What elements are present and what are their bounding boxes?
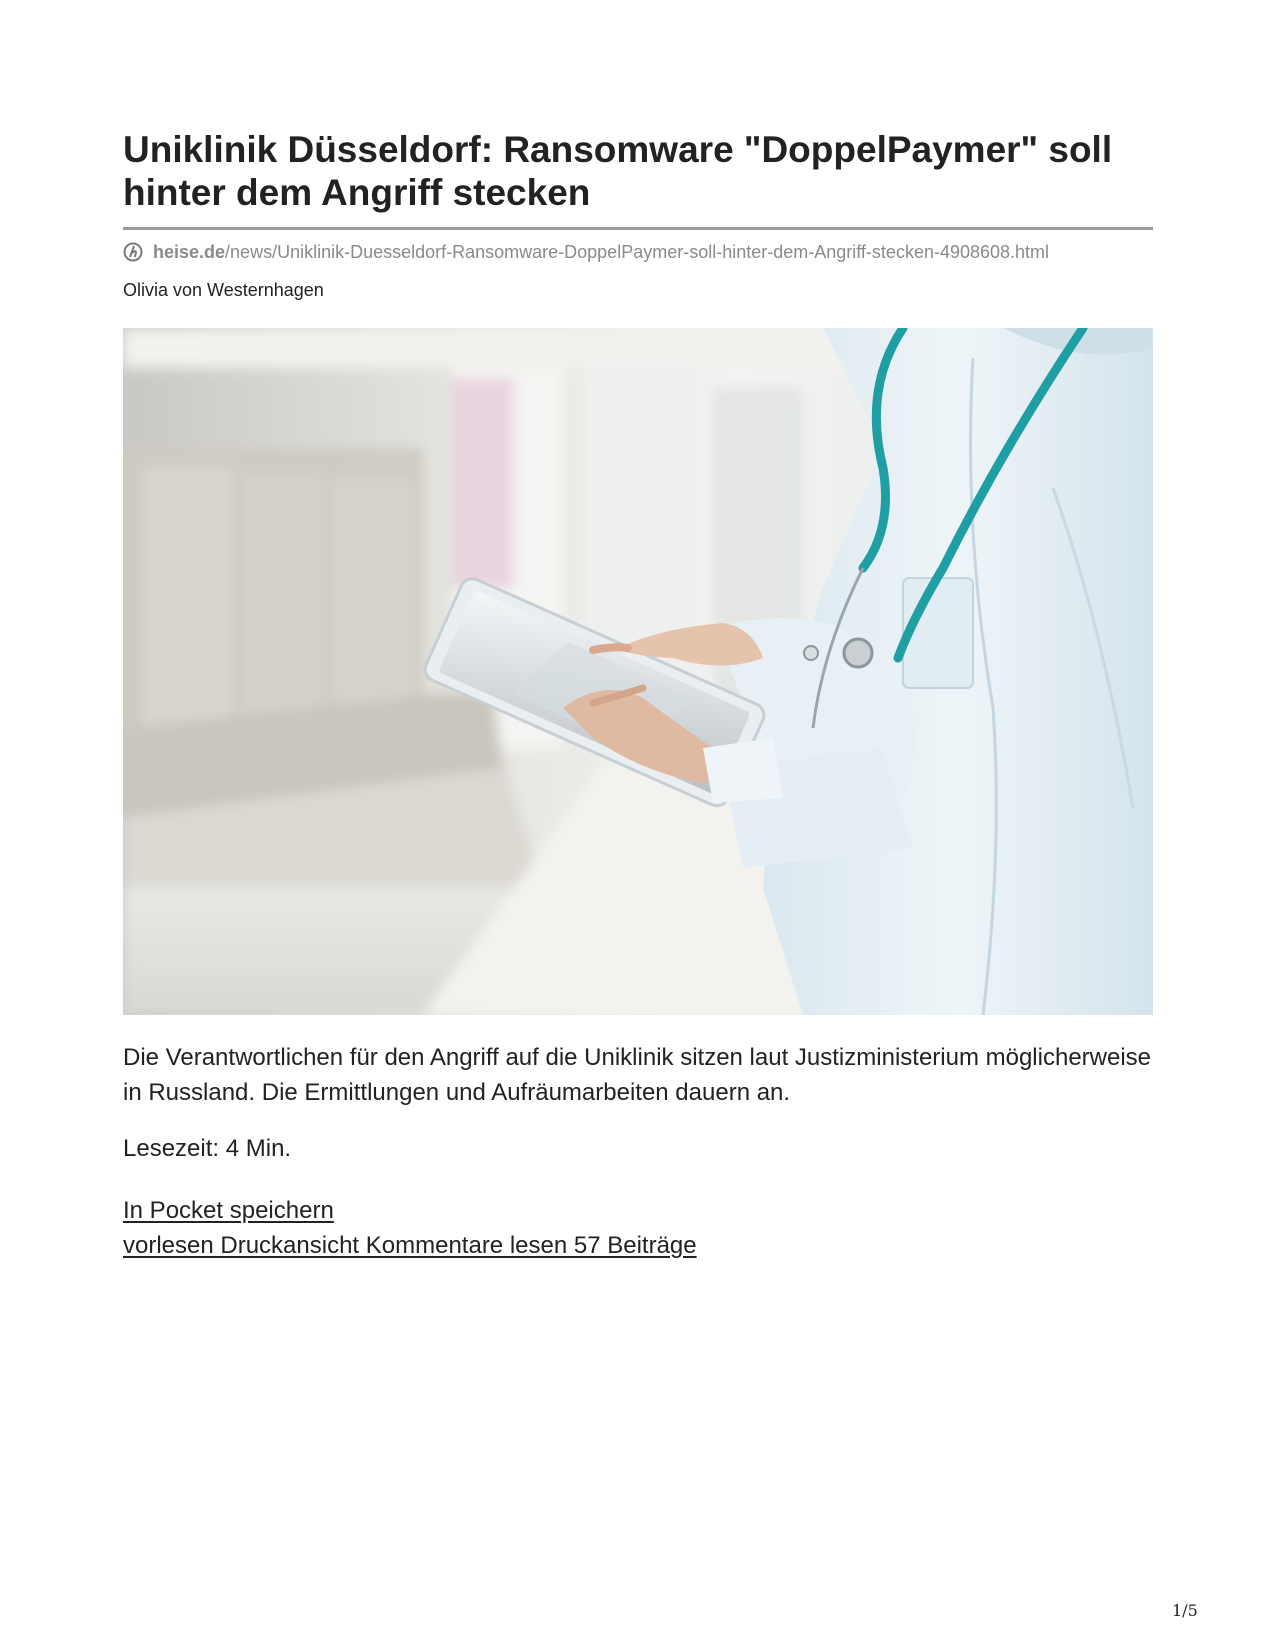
reading-time: Lesezeit: 4 Min. <box>123 1135 292 1162</box>
pocket-save-link[interactable]: In Pocket speichern <box>123 1197 334 1224</box>
source-domain: heise.de <box>153 241 226 262</box>
source-url[interactable] <box>123 241 1049 263</box>
article-actions <box>123 1193 697 1263</box>
page-number: 1/5 <box>1172 1601 1198 1620</box>
article-author: Olivia von Westernhagen <box>123 280 324 300</box>
heise-logo-icon <box>123 242 143 262</box>
source-path: /news/Uniklinik-Duesseldorf-Ransomware-DoppelPaymer-soll-hinter-dem-Angriff-stecken-4908608.html <box>225 241 1050 262</box>
article-title: Uniklinik Düsseldorf: Ransomware "DoppelPaymer" soll hinter dem Angriff stecken <box>123 129 1113 213</box>
hero-image <box>123 328 1153 1015</box>
article-actions-link[interactable]: vorlesen Druckansicht Kommentare lesen 57 Beiträge <box>123 1232 697 1259</box>
title-divider <box>123 227 1153 230</box>
article-lead: Die Verantwortlichen für den Angriff auf die Uniklinik sitzen laut Justizministerium möglicherweise in Russland. Die Ermittlungen und Aufräumarbeiten dauern an. <box>123 1044 1152 1106</box>
